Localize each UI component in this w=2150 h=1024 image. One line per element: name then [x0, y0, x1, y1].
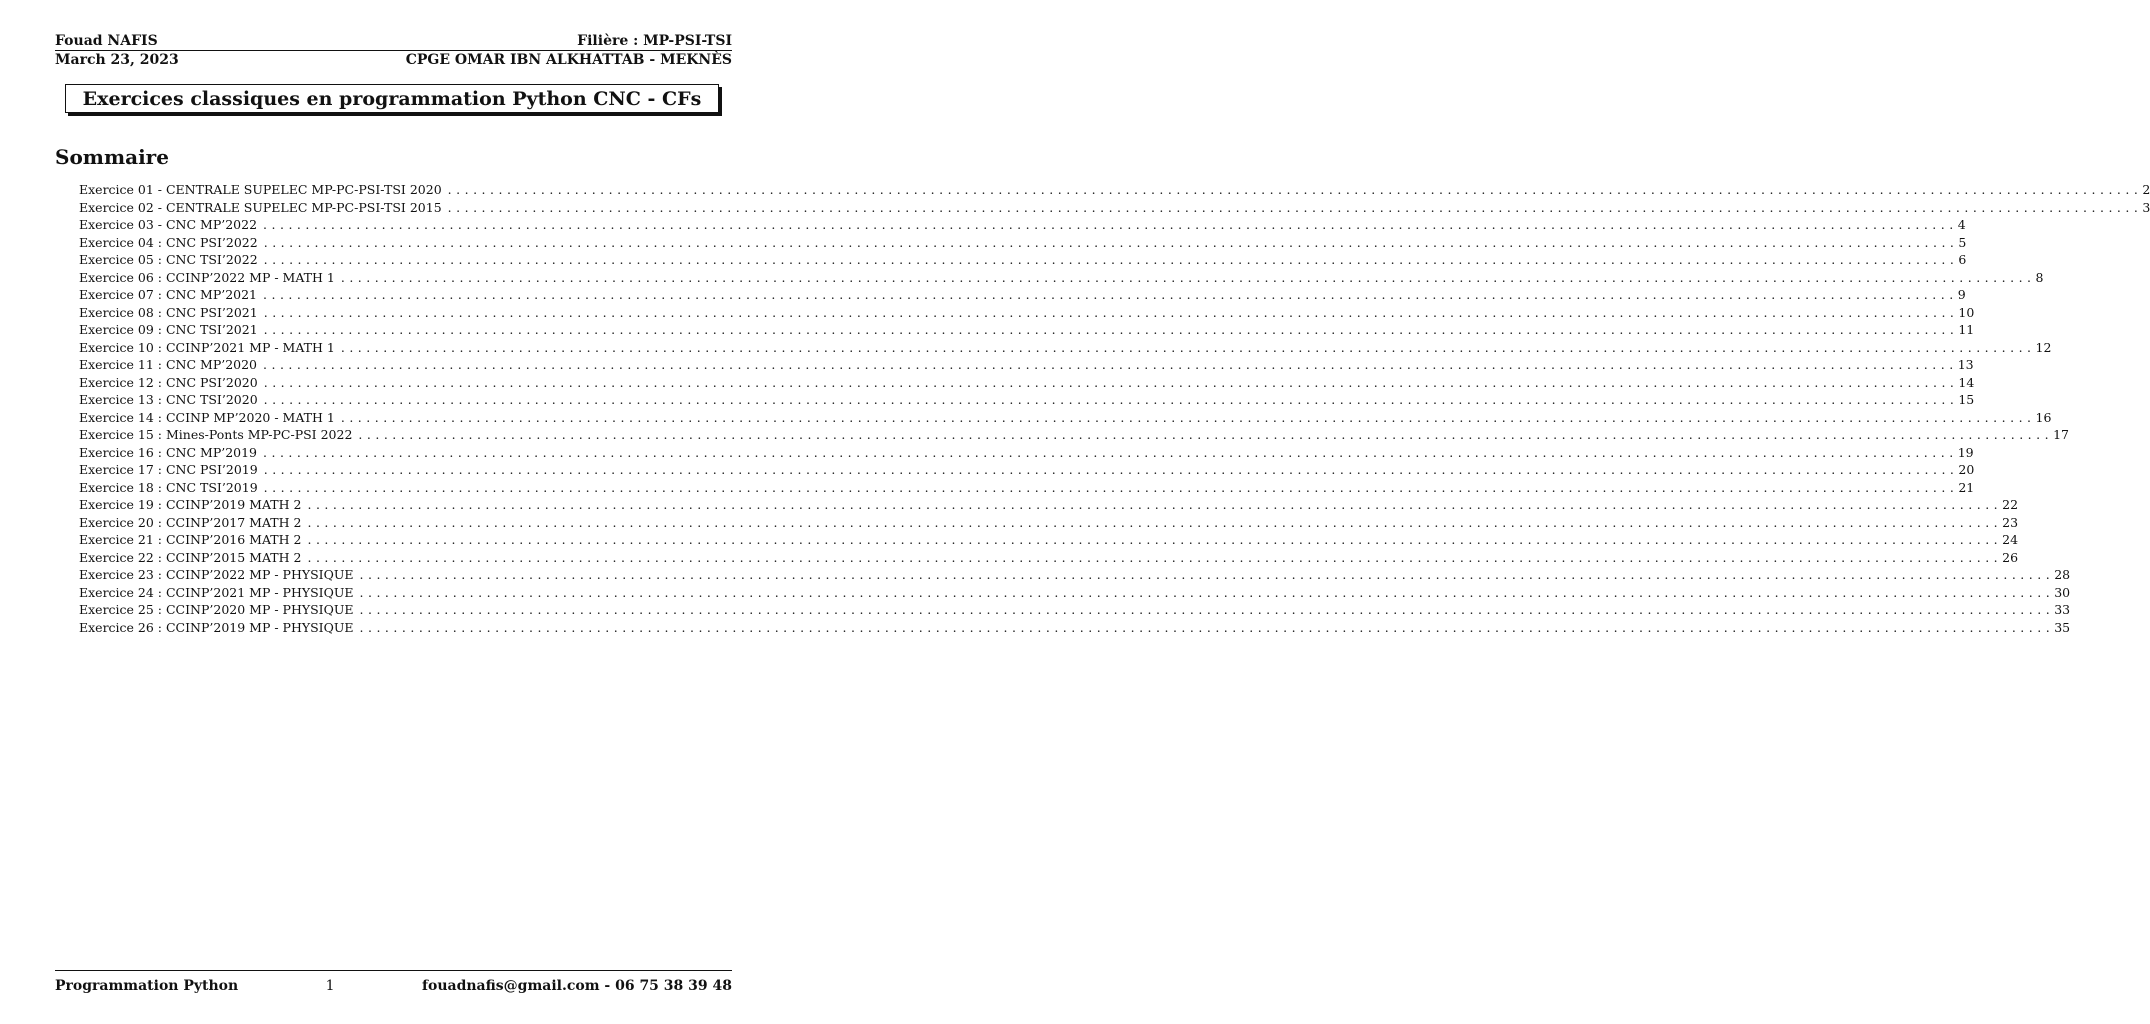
toc-entry-title: Exercice 12 : CNC PSI’2020: [79, 374, 264, 392]
toc-entry[interactable]: [79, 601, 2071, 619]
toc-entry-page: 24: [2002, 532, 2019, 547]
toc-entry-title: Exercice 07 : CNC MP’2021: [79, 286, 263, 304]
table-of-contents: [79, 181, 2150, 636]
toc-leader-dots: ........................................................................................................................................................................................................: [447, 182, 2143, 197]
toc-leader-dots: ........................................................................................................................................................................................................: [263, 392, 1959, 407]
toc-leader-dots: ........................................................................................................................................................................................................: [307, 549, 2003, 565]
toc-entry-page: 30: [2054, 584, 2071, 600]
toc-entry-page: 17: [2053, 427, 2069, 442]
toc-entry[interactable]: [79, 496, 2019, 514]
toc-entry-page: 9: [1957, 287, 1966, 302]
toc-leader-dots: ........................................................................................................................................................................................................: [359, 619, 2055, 635]
toc-entry-title: Exercice 21 : CCINP’2016 MATH 2: [79, 531, 307, 549]
toc-entry-page: 35: [2054, 619, 2071, 635]
toc-entry[interactable]: [79, 356, 1974, 374]
toc-entry-title: Exercice 16 : CNC MP’2019: [79, 444, 263, 462]
toc-leader-dots: ........................................................................................................................................................................................................: [263, 462, 1959, 477]
sommaire-heading: Sommaire: [55, 145, 169, 169]
page-header: [55, 32, 732, 69]
toc-entry[interactable]: [79, 339, 2052, 357]
toc-entry[interactable]: [79, 269, 2044, 287]
toc-entry[interactable]: [79, 391, 1975, 409]
toc-entry[interactable]: [79, 181, 2150, 199]
toc-entry-page: 26: [2002, 549, 2019, 565]
page-footer: [55, 970, 732, 994]
toc-leader-dots: ........................................................................................................................................................................................................: [263, 304, 1959, 320]
toc-entry[interactable]: [79, 444, 1974, 462]
toc-entry-page: 23: [2002, 514, 2019, 530]
toc-entry-page: 13: [1957, 357, 1974, 372]
toc-entry[interactable]: [79, 549, 2019, 567]
toc-entry[interactable]: [79, 409, 2052, 427]
toc-leader-dots: ........................................................................................................................................................................................................: [447, 199, 2143, 215]
toc-leader-dots: ........................................................................................................................................................................................................: [340, 269, 2036, 285]
toc-entry-title: Exercice 24 : CCINP’2021 MP - PHYSIQUE: [79, 584, 360, 602]
toc-entry[interactable]: [79, 374, 1975, 392]
toc-entry-title: Exercice 04 : CNC PSI’2022: [79, 234, 264, 252]
toc-entry[interactable]: [79, 531, 2019, 549]
document-title: Exercices classiques en programmation Python CNC - CFs: [65, 84, 719, 113]
toc-entry-title: Exercice 23 : CCINP’2022 MP - PHYSIQUE: [79, 566, 360, 584]
header-row-top: [55, 32, 732, 50]
toc-leader-dots: ........................................................................................................................................................................................................: [263, 374, 1959, 390]
toc-leader-dots: ........................................................................................................................................................................................................: [359, 567, 2055, 582]
toc-entry-title: Exercice 09 : CNC TSI’2021: [79, 321, 264, 339]
toc-entry-page: 11: [1958, 322, 1975, 337]
footer-row: [55, 978, 732, 994]
toc-entry-title: Exercice 14 : CCINP MP’2020 - MATH 1: [79, 409, 341, 427]
toc-leader-dots: ........................................................................................................................................................................................................: [263, 287, 1958, 302]
toc-entry-page: 33: [2054, 602, 2071, 617]
toc-entry[interactable]: [79, 426, 2069, 444]
toc-entry[interactable]: [79, 514, 2019, 532]
toc-entry-page: 8: [2035, 269, 2044, 285]
toc-entry-title: Exercice 26 : CCINP’2019 MP - PHYSIQUE: [79, 619, 360, 637]
toc-entry[interactable]: [79, 584, 2071, 602]
toc-leader-dots: ........................................................................................................................................................................................................: [307, 532, 2003, 547]
toc-leader-dots: ........................................................................................................................................................................................................: [358, 427, 2054, 442]
filiere-label: Filière : MP-PSI-TSI: [577, 33, 732, 49]
toc-entry[interactable]: [79, 251, 1967, 269]
toc-entry[interactable]: [79, 199, 2150, 217]
footer-course: Programmation Python: [55, 978, 239, 994]
toc-entry[interactable]: [79, 216, 1966, 234]
toc-entry-title: Exercice 25 : CCINP’2020 MP - PHYSIQUE: [79, 601, 360, 619]
footer-contact: fouadnafis@gmail.com - 06 75 38 39 48: [421, 978, 732, 994]
toc-entry-title: Exercice 18 : CNC TSI’2019: [79, 479, 264, 497]
toc-entry-page: 4: [1957, 217, 1966, 232]
toc-entry-page: 22: [2002, 497, 2019, 512]
header-row-bottom: [55, 51, 732, 69]
toc-entry-page: 3: [2142, 199, 2150, 215]
toc-entry[interactable]: [79, 286, 1966, 304]
toc-entry[interactable]: [79, 619, 2071, 637]
toc-leader-dots: ........................................................................................................................................................................................................: [359, 584, 2055, 600]
toc-leader-dots: ........................................................................................................................................................................................................: [263, 217, 1958, 232]
toc-entry-title: Exercice 03 - CNC MP’2022: [79, 216, 263, 234]
toc-entry-page: 15: [1958, 392, 1975, 407]
toc-leader-dots: ........................................................................................................................................................................................................: [263, 252, 1959, 267]
toc-entry-page: 12: [2035, 339, 2052, 355]
toc-entry[interactable]: [79, 479, 1975, 497]
footer-page-number: 1: [325, 978, 335, 994]
toc-leader-dots: ........................................................................................................................................................................................................: [263, 479, 1959, 495]
toc-entry[interactable]: [79, 304, 1975, 322]
toc-entry[interactable]: [79, 461, 1975, 479]
toc-leader-dots: ........................................................................................................................................................................................................: [263, 357, 1958, 372]
footer-divider: [55, 970, 732, 971]
toc-leader-dots: ........................................................................................................................................................................................................: [359, 602, 2055, 617]
toc-entry-title: Exercice 06 : CCINP’2022 MP - MATH 1: [79, 269, 341, 287]
toc-entry-page: 2: [2142, 182, 2150, 197]
toc-entry-title: Exercice 01 - CENTRALE SUPELEC MP-PC-PSI-TSI 2020: [79, 181, 448, 199]
toc-entry-title: Exercice 17 : CNC PSI’2019: [79, 461, 264, 479]
toc-entry-title: Exercice 22 : CCINP’2015 MATH 2: [79, 549, 307, 567]
school-name: CPGE OMAR IBN ALKHATTAB - MEKNÈS: [405, 52, 732, 68]
toc-entry-title: Exercice 10 : CCINP’2021 MP - MATH 1: [79, 339, 341, 357]
toc-entry-title: Exercice 02 - CENTRALE SUPELEC MP-PC-PSI-TSI 2015: [79, 199, 448, 217]
toc-entry-page: 28: [2054, 567, 2071, 582]
toc-entry[interactable]: [79, 321, 1975, 339]
author-name: Fouad NAFIS: [55, 33, 158, 49]
toc-entry-title: Exercice 05 : CNC TSI’2022: [79, 251, 264, 269]
toc-entry-page: 19: [1957, 444, 1974, 460]
toc-entry-page: 16: [2035, 409, 2052, 425]
toc-entry-title: Exercice 20 : CCINP’2017 MATH 2: [79, 514, 307, 532]
toc-entry-title: Exercice 11 : CNC MP’2020: [79, 356, 263, 374]
toc-entry-page: 14: [1958, 374, 1975, 390]
toc-entry-title: Exercice 13 : CNC TSI’2020: [79, 391, 264, 409]
toc-entry[interactable]: [79, 234, 1967, 252]
toc-entry-title: Exercice 08 : CNC PSI’2021: [79, 304, 264, 322]
toc-leader-dots: ........................................................................................................................................................................................................: [340, 409, 2036, 425]
toc-entry[interactable]: [79, 566, 2071, 584]
toc-leader-dots: ........................................................................................................................................................................................................: [307, 514, 2003, 530]
toc-entry-page: 20: [1958, 462, 1975, 477]
toc-entry-title: Exercice 15 : Mines-Ponts MP-PC-PSI 2022: [79, 426, 358, 444]
toc-leader-dots: ........................................................................................................................................................................................................: [263, 234, 1959, 250]
toc-leader-dots: ........................................................................................................................................................................................................: [263, 444, 1958, 460]
toc-leader-dots: ........................................................................................................................................................................................................: [263, 322, 1959, 337]
toc-entry-title: Exercice 19 : CCINP’2019 MATH 2: [79, 496, 307, 514]
toc-leader-dots: ........................................................................................................................................................................................................: [307, 497, 2003, 512]
toc-entry-page: 6: [1958, 252, 1967, 267]
toc-entry-page: 21: [1958, 479, 1975, 495]
toc-leader-dots: ........................................................................................................................................................................................................: [340, 339, 2036, 355]
toc-entry-page: 10: [1958, 304, 1975, 320]
toc-entry-page: 5: [1958, 234, 1967, 250]
document-date: March 23, 2023: [55, 52, 179, 68]
